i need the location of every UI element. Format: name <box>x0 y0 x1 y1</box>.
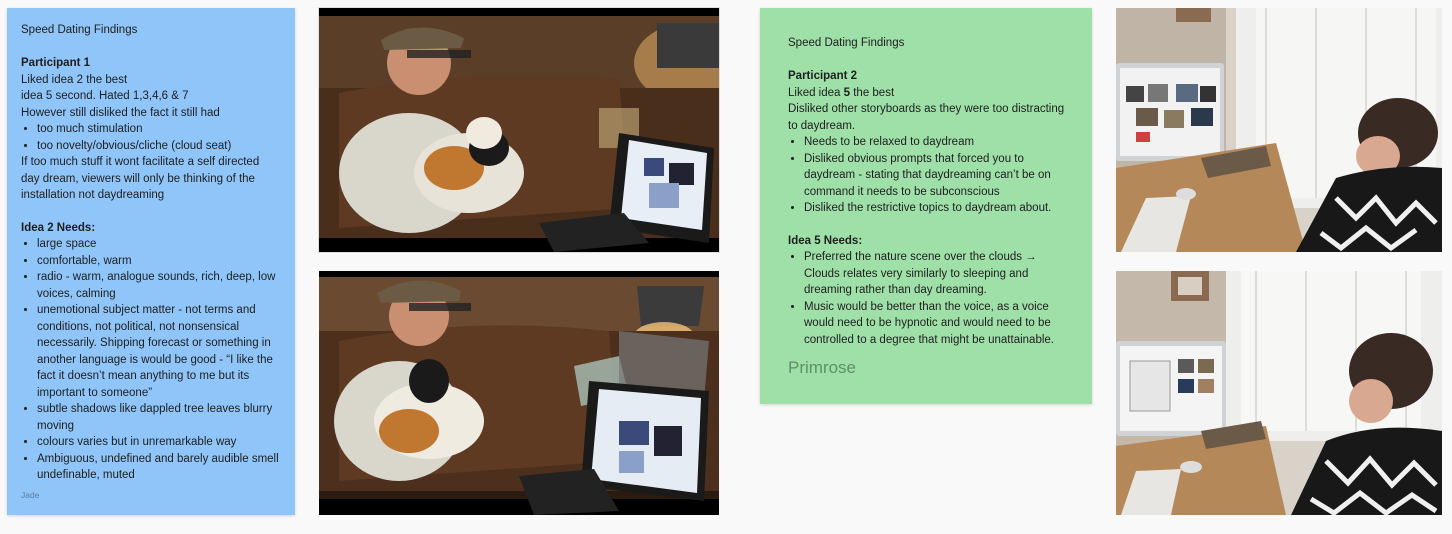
note-line <box>788 85 1068 102</box>
needs-heading: Idea 2 Needs: <box>21 221 96 234</box>
photo-man-with-cat-1[interactable] <box>319 8 719 252</box>
note-line: to daydream. <box>788 119 856 132</box>
needs-item: • Ambiguous, undefined and barely audible smell undefinable, muted <box>37 451 281 484</box>
bullet-item: • Disliked obvious prompts that forced you to daydream - stating that daydreaming can’t be on command it needs to be subconscious <box>804 151 1068 201</box>
photo-image <box>1116 271 1442 515</box>
note-title: Speed Dating Findings <box>788 37 905 49</box>
needs-item: • Music would be better than the voice, as a voice would need to be hypnotic and would need to be controlled to a degree that might be unattainable. <box>804 299 1068 349</box>
needs-list <box>21 236 281 484</box>
needs-item: • Preferred the nature scene over the clouds → Clouds relates very similarly to sleeping and dreaming rather than day dreaming. <box>804 249 1068 299</box>
photo-woman-at-computer-2[interactable] <box>1116 271 1442 515</box>
photo-man-with-cat-2[interactable] <box>319 271 719 515</box>
note-line: day dream, viewers will only be thinking of the <box>21 172 255 185</box>
note-title: Speed Dating Findings <box>21 24 138 36</box>
bullet-list <box>788 134 1068 217</box>
bullet-list <box>21 121 281 154</box>
needs-item: • large space <box>37 236 281 253</box>
photo-image <box>319 8 719 252</box>
bullet-item: • too much stimulation <box>37 121 281 138</box>
note-line: installation not daydreaming <box>21 189 165 201</box>
note-line: However still disliked the fact it still had <box>21 106 220 119</box>
author-label: Primrose <box>788 358 857 377</box>
note-line: Disliked other storyboards as they were too distracting <box>788 103 1065 115</box>
photo-woman-at-computer-1[interactable] <box>1116 8 1442 252</box>
needs-item: • unemotional subject matter - not terms and conditions, not political, not nonsensical necessarily. Shipping forecast or something in another language is would be good - “I like the fact it doesn’t mean anything to me but its important to someone” <box>37 302 281 401</box>
photo-image <box>1116 8 1442 252</box>
liked-prefix: Liked idea <box>788 86 844 99</box>
needs-item: • comfortable, warm <box>37 253 281 270</box>
participant-heading: Participant 1 <box>21 57 91 69</box>
needs-item: • radio - warm, analogue sounds, rich, deep, low voices, calming <box>37 269 281 302</box>
participant-heading: Participant 2 <box>788 70 858 82</box>
needs-heading: Idea 5 Needs: <box>788 234 863 247</box>
note-line: If too much stuff it wont facilitate a self directed <box>21 156 260 168</box>
sticky-note-participant-2[interactable] <box>760 8 1092 404</box>
photo-image <box>319 271 719 515</box>
bullet-item: • too novelty/obvious/cliche (cloud seat) <box>37 138 281 155</box>
sticky-note-participant-1[interactable] <box>7 8 295 515</box>
note-line: Liked idea 2 the best <box>21 73 128 86</box>
liked-idea-number: 5 <box>843 86 851 99</box>
note-line: idea 5 second. Hated 1,3,4,6 & 7 <box>21 90 189 102</box>
liked-suffix: the best <box>850 86 895 99</box>
needs-list <box>788 249 1068 348</box>
bullet-item: • Needs to be relaxed to daydream <box>804 134 1068 151</box>
author-label: Jade <box>21 489 40 500</box>
needs-item: • subtle shadows like dappled tree leaves blurry moving <box>37 401 281 434</box>
bullet-item: • Disliked the restrictive topics to daydream about. <box>804 200 1068 217</box>
needs-item: • colours varies but in unremarkable way <box>37 434 281 451</box>
